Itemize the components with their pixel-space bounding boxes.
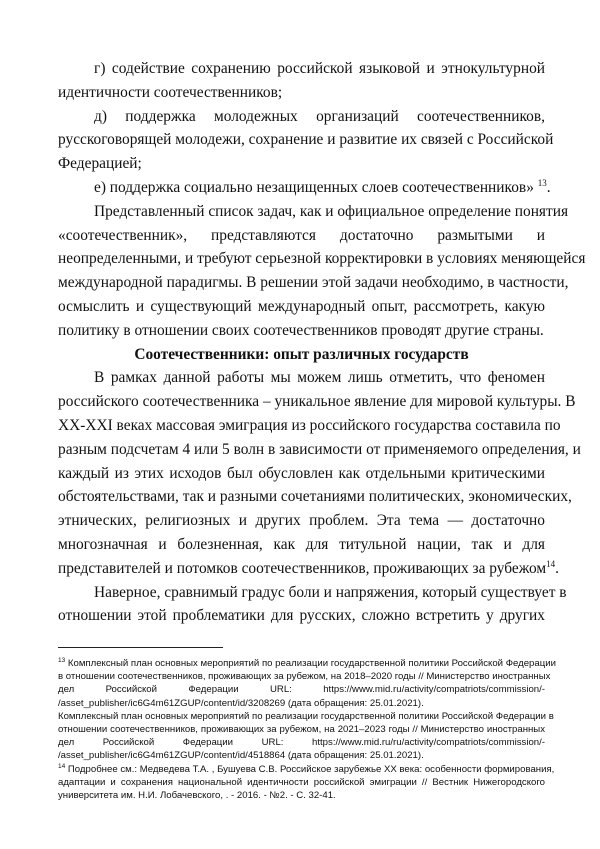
footnote-line [58,683,545,696]
line-text: /asset_publisher/ic6G4m61ZGUP/content/id/3208269 (дата обращения: 25.01.2021). [58,697,424,709]
line-text: /asset_publisher/ic6G4m61ZGUP/content/id/4518864 (дата обращения: 25.01.2021). [58,750,424,762]
line-text: Соотечественники: опыт различных государств [134,345,469,363]
text-line [58,319,545,343]
line-text: представителей и потомков соотечественников, проживающих за рубежом [58,559,547,577]
footnote-line [58,736,545,749]
footnote-line [58,670,551,683]
line-text: адаптации и сохранения национальной идентичности российской эмиграции // Вестник Нижегородского [58,776,545,788]
line-text: русскоговорящей молодежи, сохранение и развитие их связей с Российской [58,131,554,149]
text-line [58,485,572,509]
line-text: XX-XXI веках массовая эмиграция из российского государства составила по [58,416,561,434]
line-text: Комплексный план основных мероприятий по реализации государственной политики Российской Федерации [65,658,556,669]
line-text: обстоятельствами, так и разными сочетаниями политических, экономических, [58,488,572,506]
line-text: идентичности соотечественников; [58,83,283,101]
line-text: В рамках данной работы мы можем лишь отметить, что феномен [94,369,545,387]
line-text: Подробнее см.: Медведева Т.А. , Бушуева С.В. Российское зарубежье XX века: особенности формирования, [65,763,555,775]
text-line [58,414,561,438]
footnote-number: 14 [58,762,66,770]
text-line [58,557,559,581]
footnote-line [58,762,555,776]
footnote-line [58,710,554,723]
line-text: «соотечественник», представляются достаточно размытыми и [58,226,545,244]
footnote-number: 13 [58,656,66,664]
text-line [58,533,545,557]
text-line [58,247,586,271]
text-line [58,509,545,533]
line-tail: . [555,559,559,577]
footnote-separator [58,647,223,648]
line-text: в отношении соотечественников, проживающих за рубежом, на 2018–2020 годы // Министерство иностранных [58,671,551,683]
footnote-line [58,656,556,670]
line-text: отношении этой проблематики для русских, сложно встретить у других [58,607,545,625]
line-text: неопределенными, и требуют серьезной корректировки в условиях меняющейся [58,250,586,268]
line-text: каждый из этих исходов был обусловлен как отдельными критическими [58,464,545,482]
line-text: осмыслить и существующий международный опыт, рассмотреть, какую [58,297,545,315]
line-text: дел Российской Федерации URL: https://www.mid.ru/activity/compatriots/commission/- [58,684,545,696]
line-text: российского соотечественника – уникальное явление для мировой культуры. В [58,393,576,411]
footnotes [58,656,556,802]
text-line [58,152,545,176]
text-line [58,128,554,152]
text-line [58,176,551,200]
line-text: дел Российской Федерации URL: https://www.mid.ru/ru/activity/compatriots/commission/- [58,737,545,749]
line-text: многозначная и болезненная, как для титульной нации, так и для [58,535,545,553]
section-heading [58,343,545,367]
line-text: г) содействие сохранению российской языковой и этнокультурной [94,60,545,77]
line-text: е) поддержка социально незащищенных слоев соотечественников» [94,178,538,196]
line-text: Представленный список задач, как и официальное определение понятия [94,202,569,220]
footnote-line [58,749,545,762]
text-line [58,271,569,295]
line-text: Наверное, сравнимый градус боли и напряжения, который существует в [94,583,567,601]
line-text: политику в отношении своих соотечественников проводят другие страны. [58,321,544,339]
footnote-line [58,776,545,789]
line-text: международной парадигмы. В решении этой задачи необходимо, в частности, [58,274,569,292]
text-line [58,200,569,224]
text-line [58,81,545,105]
text-line [58,105,545,129]
line-tail: . [546,178,551,196]
text-line [58,581,567,605]
line-text: университета им. Н.И. Лобачевского, . - 2016. - №2. - С. 32-41. [58,789,336,801]
text-line [58,224,545,248]
footnote-reference[interactable]: 14 [546,558,556,569]
line-text: отношении соотечественников, проживающих за рубежом, на 2021–2023 годы // Министерство иностранных [58,723,545,735]
text-line [58,295,545,319]
line-text: Комплексный план основных мероприятий по реализации государственной политики Российской Федерации в [58,710,554,722]
footnote-reference[interactable]: 13 [537,177,547,188]
text-line [58,366,545,390]
line-text: разным подсчетам 4 или 5 волн в зависимости от применяемого определения, и [58,440,581,458]
footnote-line [58,789,545,802]
footnote-line [58,697,545,710]
text-line [58,438,581,462]
footnote-line [58,723,545,736]
text-line [58,604,545,628]
text-line [58,462,545,486]
line-text: этнических, религиозных и других проблем. Эта тема — достаточно [58,512,545,530]
text-line [58,390,576,414]
document-body [58,57,586,628]
text-line [58,57,545,81]
line-text: д) поддержка молодежных организаций соотечественников, [94,107,545,125]
line-text: Федерацией; [58,155,142,173]
